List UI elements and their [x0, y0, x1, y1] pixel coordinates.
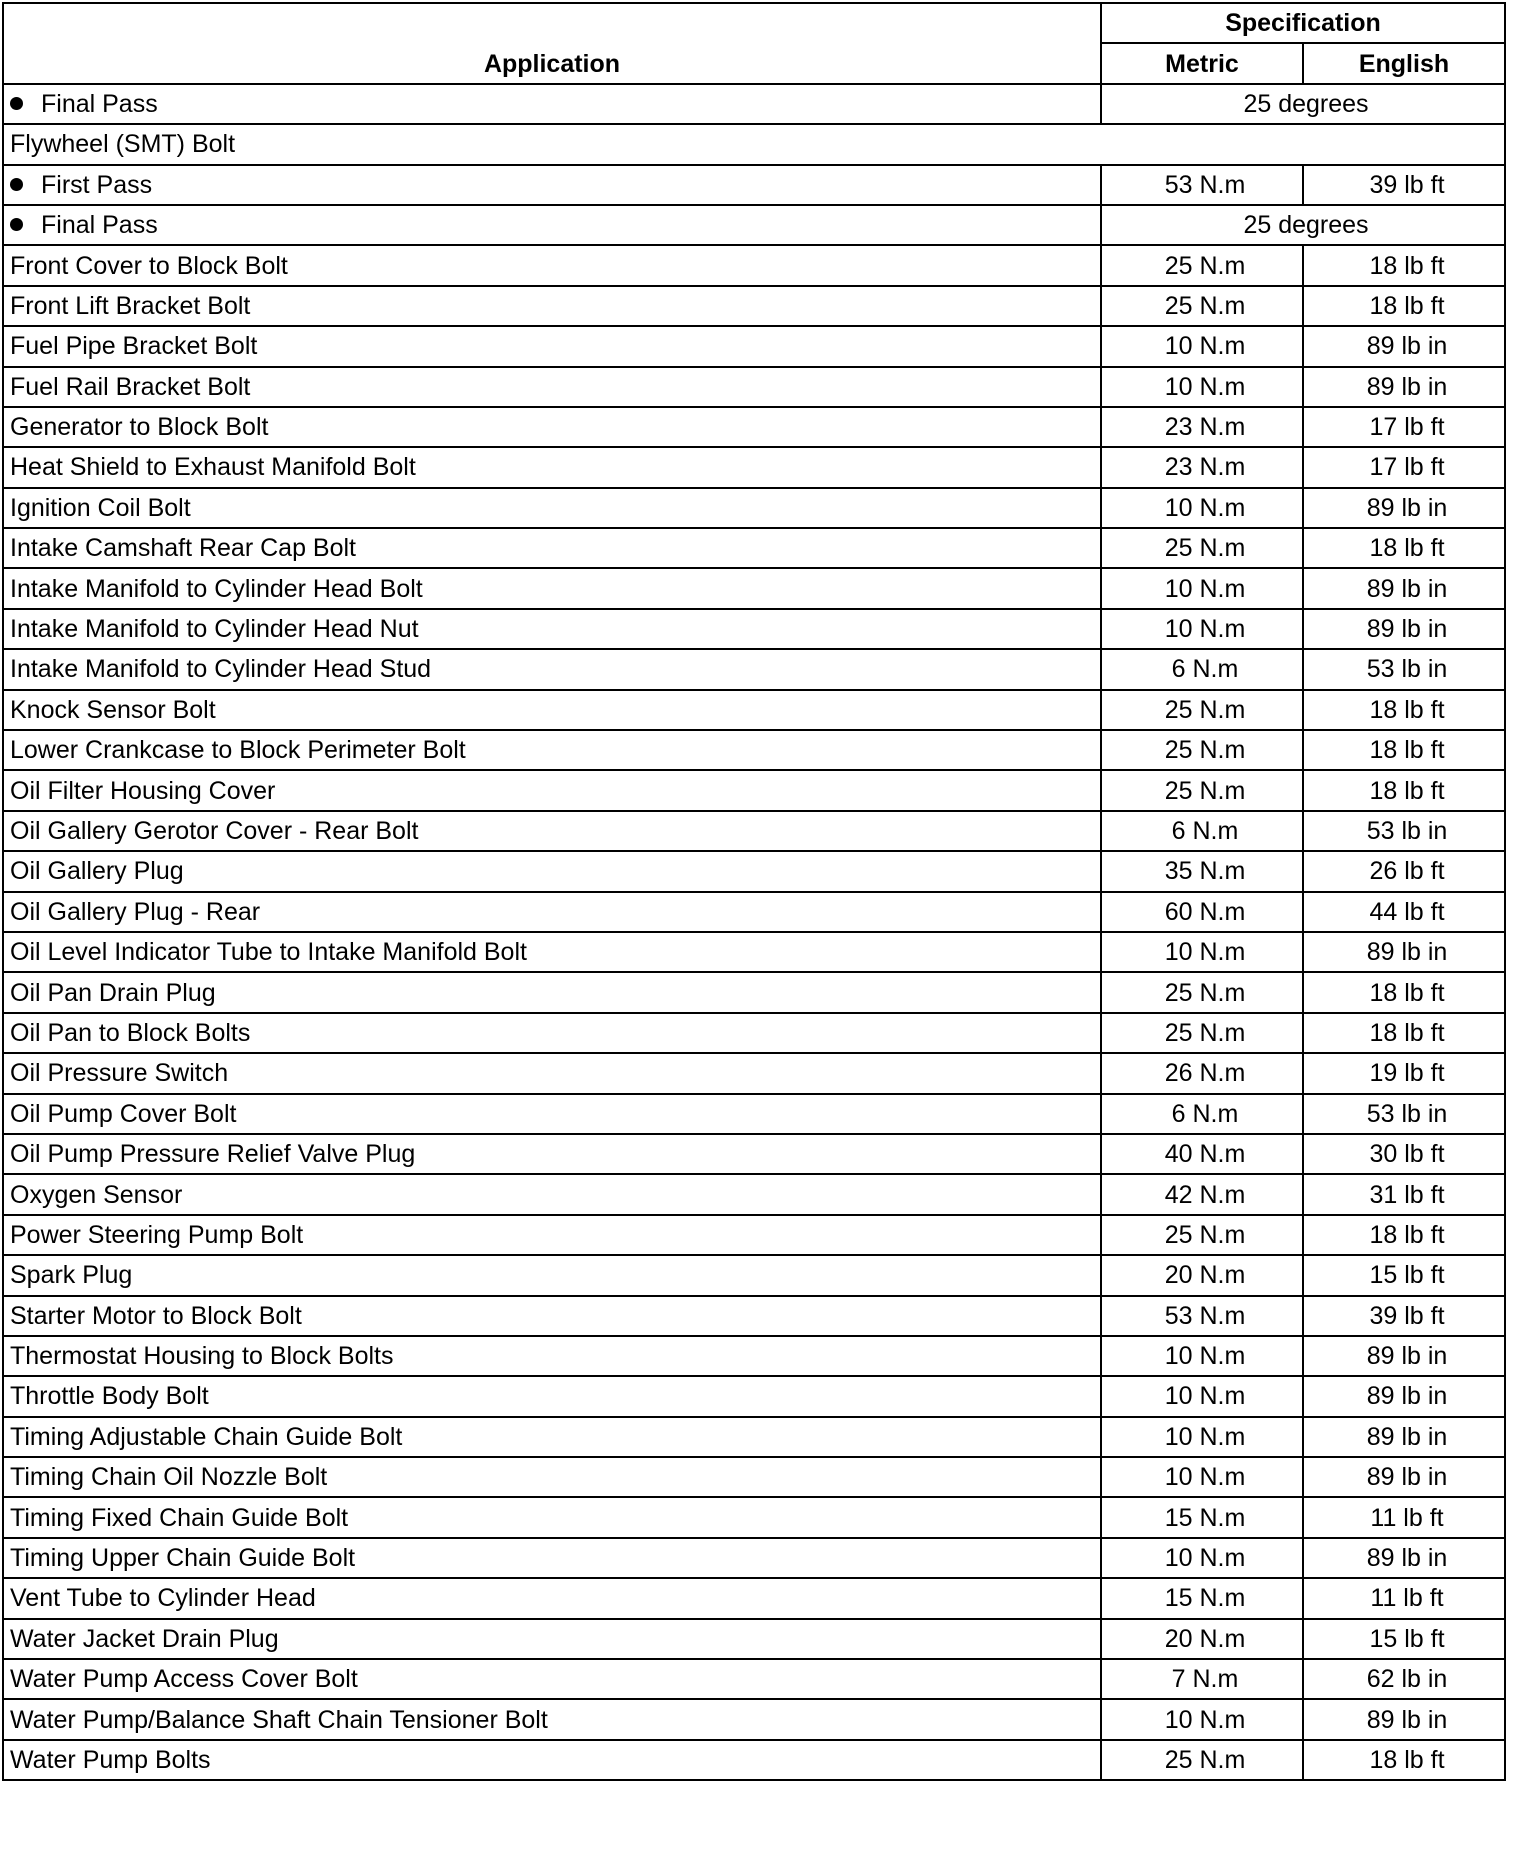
english-cell: 89 lb in [1303, 1376, 1505, 1416]
english-cell: 11 lb ft [1303, 1497, 1505, 1537]
application-label: Oil Pan Drain Plug [10, 978, 216, 1007]
english-cell: 18 lb ft [1303, 770, 1505, 810]
metric-cell: 25 N.m [1101, 690, 1303, 730]
application-label: Final Pass [41, 211, 158, 240]
english-cell: 53 lb in [1303, 649, 1505, 689]
table-row [3, 1255, 1505, 1295]
metric-cell: 23 N.m [1101, 447, 1303, 487]
english-cell: 89 lb in [1303, 568, 1505, 608]
table-row [3, 1538, 1505, 1578]
metric-cell: 40 N.m [1101, 1134, 1303, 1174]
bullet-icon [10, 97, 23, 110]
table-row [3, 1659, 1505, 1699]
torque-spec-table [2, 2, 1506, 1781]
english-cell: 15 lb ft [1303, 1255, 1505, 1295]
table-row [3, 165, 1505, 205]
application-cell [3, 1619, 1101, 1659]
application-label: Oxygen Sensor [10, 1180, 183, 1209]
english-cell: 18 lb ft [1303, 1215, 1505, 1255]
metric-cell: 25 N.m [1101, 1740, 1303, 1780]
english-cell: 18 lb ft [1303, 286, 1505, 326]
application-cell [3, 932, 1101, 972]
application-label: Intake Manifold to Cylinder Head Nut [10, 615, 419, 644]
table-row [3, 892, 1505, 932]
english-cell: 17 lb ft [1303, 407, 1505, 447]
application-label: Spark Plug [10, 1261, 133, 1290]
table-row [3, 1619, 1505, 1659]
application-cell [3, 1578, 1101, 1618]
table-row [3, 730, 1505, 770]
metric-cell: 10 N.m [1101, 1457, 1303, 1497]
english-cell: 18 lb ft [1303, 245, 1505, 285]
table-row [3, 932, 1505, 972]
application-cell [3, 286, 1101, 326]
application-cell [3, 326, 1101, 366]
bullet-icon [10, 218, 23, 231]
application-label: Water Pump Access Cover Bolt [10, 1665, 358, 1694]
metric-cell: 25 N.m [1101, 972, 1303, 1012]
english-cell: 18 lb ft [1303, 528, 1505, 568]
table-row [3, 1013, 1505, 1053]
application-cell [3, 568, 1101, 608]
application-label: Thermostat Housing to Block Bolts [10, 1342, 394, 1371]
metric-cell: 6 N.m [1101, 649, 1303, 689]
table-row [3, 1740, 1505, 1780]
english-cell: 18 lb ft [1303, 1740, 1505, 1780]
application-label: Front Lift Bracket Bolt [10, 291, 251, 320]
application-cell [3, 165, 1101, 205]
application-label: Starter Motor to Block Bolt [10, 1301, 302, 1330]
table-row [3, 367, 1505, 407]
metric-cell: 15 N.m [1101, 1497, 1303, 1537]
table-row [3, 851, 1505, 891]
application-cell [3, 84, 1101, 124]
metric-cell: 6 N.m [1101, 811, 1303, 851]
application-cell [3, 609, 1101, 649]
metric-cell: 25 N.m [1101, 286, 1303, 326]
table-row [3, 447, 1505, 487]
application-label: Timing Chain Oil Nozzle Bolt [10, 1463, 328, 1492]
english-cell: 31 lb ft [1303, 1174, 1505, 1214]
table-row [3, 770, 1505, 810]
application-label: Lower Crankcase to Block Perimeter Bolt [10, 736, 466, 765]
table-row [3, 1053, 1505, 1093]
table-row [3, 84, 1505, 124]
english-cell: 89 lb in [1303, 1699, 1505, 1739]
application-label: Intake Manifold to Cylinder Head Bolt [10, 574, 423, 603]
application-cell [3, 1296, 1101, 1336]
bullet-icon [10, 178, 23, 191]
metric-cell: 53 N.m [1101, 1296, 1303, 1336]
metric-cell: 23 N.m [1101, 407, 1303, 447]
application-label: Timing Adjustable Chain Guide Bolt [10, 1422, 403, 1451]
table-row [3, 488, 1505, 528]
english-cell: 26 lb ft [1303, 851, 1505, 891]
english-cell: 17 lb ft [1303, 447, 1505, 487]
spec-value-cell: 25 degrees [1101, 205, 1505, 245]
metric-cell: 10 N.m [1101, 488, 1303, 528]
application-label: Power Steering Pump Bolt [10, 1220, 304, 1249]
application-label: Timing Fixed Chain Guide Bolt [10, 1503, 349, 1532]
application-cell [3, 367, 1101, 407]
application-label: Timing Upper Chain Guide Bolt [10, 1544, 356, 1573]
metric-cell: 42 N.m [1101, 1174, 1303, 1214]
table-row [3, 568, 1505, 608]
english-cell: 18 lb ft [1303, 730, 1505, 770]
english-cell: 62 lb in [1303, 1659, 1505, 1699]
application-label: Intake Camshaft Rear Cap Bolt [10, 534, 356, 563]
application-cell [3, 1659, 1101, 1699]
metric-cell: 25 N.m [1101, 528, 1303, 568]
metric-cell: 10 N.m [1101, 367, 1303, 407]
application-cell [3, 245, 1101, 285]
english-cell: 11 lb ft [1303, 1578, 1505, 1618]
metric-cell: 10 N.m [1101, 326, 1303, 366]
application-label: Water Pump Bolts [10, 1745, 211, 1774]
application-cell [3, 1174, 1101, 1214]
application-label: Oil Level Indicator Tube to Intake Manifold Bolt [10, 938, 527, 967]
english-cell: 39 lb ft [1303, 165, 1505, 205]
application-label: Oil Gallery Gerotor Cover - Rear Bolt [10, 817, 419, 845]
table-row [3, 1376, 1505, 1416]
application-label: Oil Pump Pressure Relief Valve Plug [10, 1140, 416, 1169]
table-row [3, 326, 1505, 366]
application-label: Ignition Coil Bolt [10, 493, 191, 522]
application-label: Oil Pan to Block Bolts [10, 1018, 251, 1047]
metric-cell: 53 N.m [1101, 165, 1303, 205]
application-label: Intake Manifold to Cylinder Head Stud [10, 655, 432, 684]
table-row [3, 407, 1505, 447]
application-cell [3, 124, 1505, 164]
table-row [3, 649, 1505, 689]
application-cell [3, 892, 1101, 932]
table-row [3, 286, 1505, 326]
application-cell [3, 1255, 1101, 1295]
application-cell [3, 1094, 1101, 1134]
table-row [3, 1134, 1505, 1174]
english-cell: 53 lb in [1303, 1094, 1505, 1134]
table-row [3, 1457, 1505, 1497]
application-label: Vent Tube to Cylinder Head [10, 1584, 316, 1613]
header-application: Application [3, 3, 1101, 84]
application-cell [3, 407, 1101, 447]
application-label: Water Pump/Balance Shaft Chain Tensioner Bolt [10, 1705, 548, 1734]
application-label: Knock Sensor Bolt [10, 695, 216, 724]
application-cell [3, 770, 1101, 810]
application-label: Generator to Block Bolt [10, 413, 269, 442]
metric-cell: 26 N.m [1101, 1053, 1303, 1093]
metric-cell: 10 N.m [1101, 1376, 1303, 1416]
metric-cell: 10 N.m [1101, 1417, 1303, 1457]
spec-value-cell: 25 degrees [1101, 84, 1505, 124]
metric-cell: 10 N.m [1101, 1538, 1303, 1578]
english-cell: 15 lb ft [1303, 1619, 1505, 1659]
metric-cell: 7 N.m [1101, 1659, 1303, 1699]
table-row [3, 1215, 1505, 1255]
metric-cell: 6 N.m [1101, 1094, 1303, 1134]
english-cell: 18 lb ft [1303, 972, 1505, 1012]
application-cell [3, 1699, 1101, 1739]
header-english: English [1303, 43, 1505, 83]
metric-cell: 25 N.m [1101, 1013, 1303, 1053]
application-cell [3, 1336, 1101, 1376]
application-cell [3, 1740, 1101, 1780]
english-cell: 89 lb in [1303, 1336, 1505, 1376]
application-cell [3, 811, 1101, 851]
table-body [3, 84, 1505, 1780]
metric-cell: 60 N.m [1101, 892, 1303, 932]
english-cell: 89 lb in [1303, 1417, 1505, 1457]
application-cell [3, 1376, 1101, 1416]
header-metric: Metric [1101, 43, 1303, 83]
table-row [3, 972, 1505, 1012]
application-cell [3, 1538, 1101, 1578]
application-cell [3, 851, 1101, 891]
metric-cell: 20 N.m [1101, 1619, 1303, 1659]
table-row [3, 1094, 1505, 1134]
english-cell: 89 lb in [1303, 932, 1505, 972]
application-cell [3, 488, 1101, 528]
english-cell: 89 lb in [1303, 1457, 1505, 1497]
metric-cell: 10 N.m [1101, 609, 1303, 649]
application-cell [3, 1053, 1101, 1093]
application-cell [3, 447, 1101, 487]
application-cell [3, 1497, 1101, 1537]
application-label: First Pass [41, 170, 153, 199]
english-cell: 53 lb in [1303, 811, 1505, 851]
metric-cell: 10 N.m [1101, 1336, 1303, 1376]
application-label: Throttle Body Bolt [10, 1382, 209, 1411]
application-label: Oil Gallery Plug - Rear [10, 897, 261, 926]
metric-cell: 25 N.m [1101, 1215, 1303, 1255]
table-row [3, 1296, 1505, 1336]
table-row [3, 528, 1505, 568]
application-label: Heat Shield to Exhaust Manifold Bolt [10, 453, 416, 482]
application-label: Flywheel (SMT) Bolt [10, 130, 236, 159]
metric-cell: 20 N.m [1101, 1255, 1303, 1295]
english-cell: 30 lb ft [1303, 1134, 1505, 1174]
application-cell [3, 1134, 1101, 1174]
table-row [3, 1699, 1505, 1739]
table-row [3, 690, 1505, 730]
english-cell: 89 lb in [1303, 609, 1505, 649]
application-label: Final Pass [41, 89, 158, 118]
english-cell: 44 lb ft [1303, 892, 1505, 932]
application-label: Fuel Rail Bracket Bolt [10, 372, 251, 401]
english-cell: 89 lb in [1303, 367, 1505, 407]
english-cell: 39 lb ft [1303, 1296, 1505, 1336]
application-label: Water Jacket Drain Plug [10, 1624, 279, 1653]
metric-cell: 15 N.m [1101, 1578, 1303, 1618]
table-row [3, 811, 1505, 851]
application-cell [3, 528, 1101, 568]
application-cell [3, 730, 1101, 770]
application-label: Front Cover to Block Bolt [10, 251, 288, 280]
application-cell [3, 205, 1101, 245]
english-cell: 89 lb in [1303, 488, 1505, 528]
application-cell [3, 1013, 1101, 1053]
table-header [3, 3, 1505, 84]
application-cell [3, 1457, 1101, 1497]
table-row [3, 124, 1505, 164]
metric-cell: 10 N.m [1101, 932, 1303, 972]
table-row [3, 245, 1505, 285]
english-cell: 19 lb ft [1303, 1053, 1505, 1093]
table-row [3, 205, 1505, 245]
application-label: Oil Gallery Plug [10, 857, 184, 886]
application-cell [3, 972, 1101, 1012]
metric-cell: 25 N.m [1101, 730, 1303, 770]
application-label: Oil Pressure Switch [10, 1059, 229, 1088]
metric-cell: 10 N.m [1101, 568, 1303, 608]
metric-cell: 25 N.m [1101, 770, 1303, 810]
metric-cell: 25 N.m [1101, 245, 1303, 285]
table-row [3, 1336, 1505, 1376]
table-row [3, 1578, 1505, 1618]
table-row [3, 1417, 1505, 1457]
english-cell: 18 lb ft [1303, 1013, 1505, 1053]
application-label: Fuel Pipe Bracket Bolt [10, 332, 258, 361]
english-cell: 18 lb ft [1303, 690, 1505, 730]
english-cell: 89 lb in [1303, 1538, 1505, 1578]
application-label: Oil Filter Housing Cover [10, 776, 276, 805]
english-cell: 89 lb in [1303, 326, 1505, 366]
application-cell [3, 1215, 1101, 1255]
application-cell [3, 1417, 1101, 1457]
application-label: Oil Pump Cover Bolt [10, 1099, 237, 1128]
application-cell [3, 690, 1101, 730]
metric-cell: 35 N.m [1101, 851, 1303, 891]
header-specification: Specification [1101, 3, 1505, 43]
application-cell [3, 649, 1101, 689]
table-row [3, 1174, 1505, 1214]
table-row [3, 1497, 1505, 1537]
metric-cell: 10 N.m [1101, 1699, 1303, 1739]
table-row [3, 609, 1505, 649]
